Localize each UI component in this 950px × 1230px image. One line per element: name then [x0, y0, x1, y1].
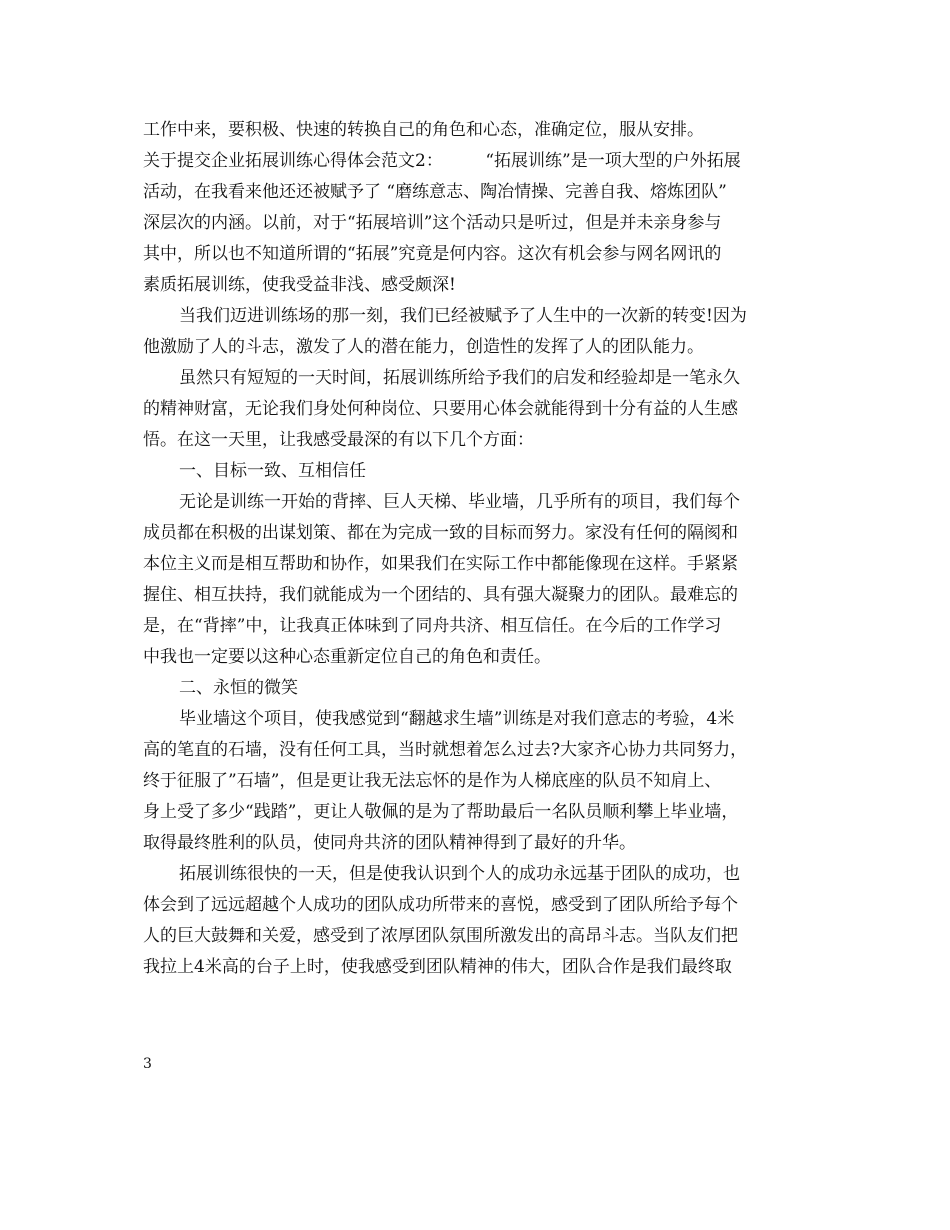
- text-line: 活动，在我看来他还还被赋予了 “磨练意志、陶冶情操、完善自我、熔炼团队”: [143, 182, 727, 202]
- text-line: 高的笔直的石墙，没有任何工具，当时就想着怎么过去?大家齐心协力共同努力，: [143, 740, 748, 760]
- text-line: 拓展训练很快的一天，但是使我认识到个人的成功永远基于团队的成功，也: [179, 864, 740, 884]
- text-line: 关于提交企业拓展训练心得体会范文2： “拓展训练”是一项大型的户外拓展: [143, 151, 741, 171]
- text-line: 握住、相互扶持，我们就能成为一个团结的、具有强大凝聚力的团队。最难忘的: [143, 585, 738, 605]
- text-line: 中我也一定要以这种心态重新定位自己的角色和责任。: [143, 647, 551, 667]
- text-line: 体会到了远远超越个人成功的团队成功所带来的喜悦，感受到了团队所给予每个: [143, 895, 738, 915]
- text-line: 其中，所以也不知道所谓的“拓展”究竟是何内容。这次有机会参与网名网讯的: [143, 244, 722, 264]
- text-line: 素质拓展训练，使我受益非浅、感受颇深!: [143, 275, 456, 295]
- text-line: 虽然只有短短的一天时间，拓展训练所给予我们的启发和经验却是一笔永久: [179, 368, 740, 388]
- section-heading: 一、目标一致、互相信任: [179, 461, 366, 481]
- text-line: 他激励了人的斗志，激发了人的潜在能力，创造性的发挥了人的团队能力。: [143, 337, 704, 357]
- page-number: 3: [143, 1056, 152, 1072]
- text-line: 是，在“背摔”中，让我真正体味到了同舟共济、相互信任。在今后的工作学习: [143, 616, 722, 636]
- body-text: [143, 115, 823, 983]
- text-line: 毕业墙这个项目，使我感觉到“翻越求生墙”训练是对我们意志的考验，4米: [179, 709, 735, 729]
- text-line: 人的巨大鼓舞和关爱，感受到了浓厚团队氛围所激发出的高昂斗志。当队友们把: [143, 926, 738, 946]
- text-line: 本位主义而是相互帮助和协作，如果我们在实际工作中都能像现在这样。手紧紧: [143, 554, 738, 574]
- text-line: 我拉上4米高的台子上时，使我感受到团队精神的伟大，团队合作是我们最终取: [143, 957, 732, 977]
- text-line: 身上受了多少“践踏”，更让人敬佩的是为了帮助最后一名队员顺利攀上毕业墙，: [143, 802, 739, 822]
- text-line: 成员都在积极的出谋划策、都在为完成一致的目标而努力。家没有任何的隔阂和: [143, 523, 738, 543]
- text-line: 当我们迈进训练场的那一刻，我们已经被赋予了人生中的一次新的转变!因为: [179, 306, 747, 326]
- text-line: 终于征服了”石墙”，但是更让我无法忘怀的是作为人梯底座的队员不知肩上、: [143, 771, 722, 791]
- section-heading: 二、永恒的微笑: [179, 678, 298, 698]
- text-line: 取得最终胜利的队员，使同舟共济的团队精神得到了最好的升华。: [143, 833, 636, 853]
- text-line: 的精神财富，无论我们身处何种岗位、只要用心体会就能得到十分有益的人生感: [143, 399, 738, 419]
- text-line: 深层次的内涵。以前，对于“拓展培训”这个活动只是听过，但是并未亲身参与: [143, 213, 722, 233]
- text-line: 悟。在这一天里，让我感受最深的有以下几个方面：: [143, 430, 534, 450]
- text-line: 工作中来，要积极、快速的转换自己的角色和心态，准确定位，服从安排。: [143, 120, 704, 140]
- text-line: 无论是训练一开始的背摔、巨人天梯、毕业墙，几乎所有的项目，我们每个: [179, 492, 740, 512]
